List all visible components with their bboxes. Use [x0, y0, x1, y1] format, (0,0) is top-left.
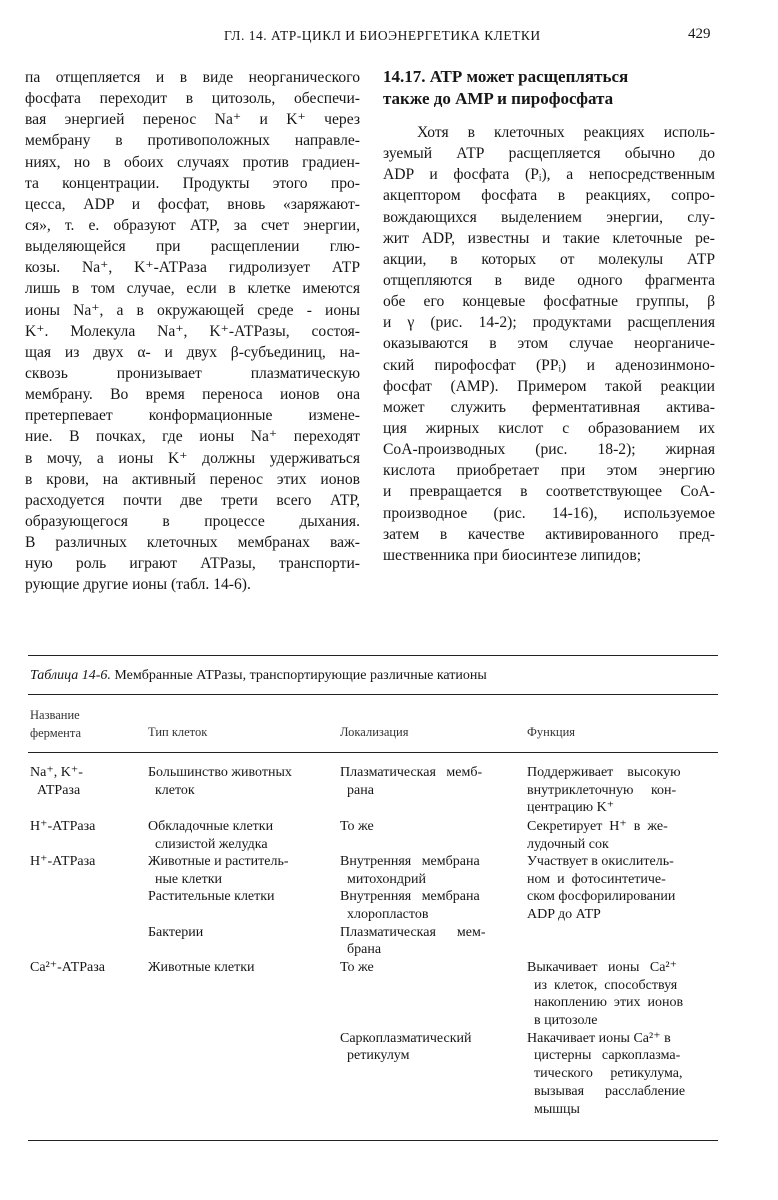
cell-line: Поддерживает высокую — [527, 765, 681, 780]
text-line: вая энергией перенос Na⁺ и K⁺ через — [25, 111, 360, 129]
text-line: В различных клеточных мембранах важ- — [25, 534, 360, 552]
table-bottom-rule — [28, 1140, 718, 1141]
text-line: и γ (рис. 14-2); продуктами расщепления — [383, 314, 715, 332]
table-caption-label: Таблица 14-6. — [30, 668, 111, 683]
table-cell — [148, 818, 273, 853]
cell-line: H⁺-АТРаза — [30, 819, 96, 834]
cell-line: хлоропластов — [340, 907, 429, 923]
table-header-cell — [148, 724, 207, 742]
table-cell — [527, 764, 681, 817]
text-line: зуемый АТР расщепляется обычно до — [383, 145, 715, 163]
text-line: па отщепляется и в виде неорганического — [25, 69, 360, 86]
text-line: ся», т. е. образуют ATP, за счет энергии, — [25, 216, 360, 234]
cell-line: Ca²⁺-АТРаза — [30, 960, 105, 975]
cell-line: Животные клетки — [148, 960, 255, 975]
table-header-rule — [28, 694, 718, 695]
text-line: выделяющейся при расщеплении глю- — [25, 238, 360, 256]
header-line: Название — [30, 708, 80, 722]
cell-line: внутриклеточную кон- — [527, 782, 677, 798]
right-column-text — [383, 122, 715, 566]
cell-line: ском фосфорилировании — [527, 889, 676, 905]
text-line: козы. Na⁺, K⁺-АТРаза гидролизует АТР — [25, 259, 360, 277]
text-line: фосфат (AMP). Примером такой реакции — [383, 377, 715, 395]
header-line: фермента — [30, 725, 82, 740]
cell-line: Участвует в окислитель- — [527, 854, 674, 869]
cell-line: мышцы — [527, 1101, 580, 1117]
running-header: ГЛ. 14. АТР-ЦИКЛ И БИОЭНЕРГЕТИКА КЛЕТКИ — [224, 28, 541, 43]
text-line: мембрану. Во время переноса ионов она — [25, 386, 360, 404]
table-caption — [30, 668, 487, 684]
table-top-rule — [28, 655, 718, 656]
cell-line: из клеток, способствуя — [527, 977, 678, 993]
cell-line: в цитозоле — [527, 1013, 598, 1029]
cell-line: ретикулум — [340, 1048, 410, 1064]
cell-line: клеток — [148, 782, 195, 798]
table-cell — [527, 853, 675, 924]
header-line: Тип клеток — [148, 725, 208, 739]
text-line: ция жирных кислот с образованием их — [383, 419, 715, 437]
text-line: отщепляются в виде одного фрагмента — [383, 271, 715, 289]
cell-line: H⁺-АТРаза — [30, 854, 96, 869]
text-line: образующегося в процессе дыхания. — [25, 512, 360, 530]
header-line: Функция — [527, 725, 576, 739]
text-line: та концентрации. Продукты этого про- — [25, 174, 360, 192]
text-line: фосфата переходит в цитозоль, обеспечи- — [25, 90, 360, 108]
cell-line: накоплению этих ионов — [527, 995, 684, 1011]
text-line: ионы Na⁺, а в окружающей среде - ионы — [25, 301, 360, 319]
page-number: 429 — [688, 26, 711, 42]
cell-line: цистерны саркоплазма- — [527, 1048, 681, 1064]
text-line: оказываются в этом случае неорганиче- — [383, 335, 715, 353]
table-cell — [527, 818, 668, 853]
cell-line: Большинство животных — [148, 765, 292, 780]
cell-line: слизистой желудка — [148, 836, 268, 852]
header-line: Локализация — [340, 725, 409, 739]
cell-line: Внутренняя мембрана — [340, 854, 480, 869]
text-line: может служить ферментативная актива- — [383, 398, 715, 416]
cell-line: Внутренняя мембрана — [340, 889, 480, 905]
table-caption-text: Мембранные АТРазы, транспортирующие различные катионы — [110, 668, 487, 683]
text-line: акцептором фосфата в реакциях, сопро- — [383, 187, 715, 205]
text-line: Хотя в клеточных реакциях исполь- — [417, 124, 715, 141]
text-line: ную роль играют АТРазы, транспорти- — [25, 555, 360, 573]
text-line: рующие другие ионы (табл. 14-6). — [25, 576, 251, 594]
table-header-cell — [30, 707, 81, 742]
cell-line: Выкачивает ионы Ca²⁺ — [527, 960, 678, 975]
table-cell — [148, 764, 292, 799]
cell-line — [148, 906, 289, 924]
cell-line: брана — [340, 942, 382, 958]
cell-line: Плазматическая мем- — [340, 924, 486, 940]
table-header-cell — [527, 724, 575, 742]
cell-line: Плазматическая мемб- — [340, 765, 483, 780]
table-cell — [30, 818, 95, 836]
cell-line: Растительные клетки — [148, 889, 275, 905]
cell-line: ADP до АТР — [527, 907, 601, 923]
cell-line: ные клетки — [148, 871, 223, 887]
table-cell — [340, 764, 482, 799]
text-line: в мочу, а ионы K⁺ должны удерживаться — [25, 449, 360, 467]
text-line: обе его концевые фосфатные группы, β — [383, 293, 715, 311]
text-line: вождающихся выделением энергии, слу- — [383, 208, 715, 226]
table-cell — [30, 959, 105, 977]
text-line: шественника при биосинтезе липидов; — [383, 546, 642, 564]
text-line: ниях, но в обоих случаях против градиен- — [25, 153, 360, 171]
section-heading-line: также до AMP и пирофосфата — [383, 89, 614, 108]
table-header-cell — [340, 724, 409, 742]
cell-line: Na⁺, K⁺- — [30, 765, 83, 780]
cell-line: митохондрий — [340, 871, 427, 887]
cell-line: То же — [340, 960, 374, 975]
text-line: лишь в том случае, если в клетке имеются — [25, 280, 360, 298]
table-body-rule — [28, 752, 718, 753]
cell-line: Секретирует H⁺ в же- — [527, 819, 668, 834]
text-line: ский пирофосфат (PPᵢ) и аденозинмоно- — [383, 356, 715, 374]
table-cell — [527, 959, 685, 1118]
cell-line: центрацию K⁺ — [527, 800, 615, 816]
table-cell — [30, 764, 83, 799]
text-line: производное (рис. 14-16), используемое — [383, 504, 715, 522]
text-line: жит ADP, известны и такие клеточные ре- — [383, 229, 715, 247]
table-cell — [30, 853, 95, 871]
cell-line: Накачивает ионы Ca²⁺ в — [527, 1030, 671, 1046]
text-line: затем в качестве активированного пред- — [383, 525, 715, 543]
section-heading-line: 14.17. АТР может расщепляться — [383, 67, 629, 86]
text-line: ADP и фосфата (Pᵢ), а непосредственным — [383, 166, 715, 184]
cell-line: То же — [340, 819, 374, 834]
cell-line: Бактерии — [148, 924, 204, 940]
text-line: ние. В почках, где ионы Na⁺ переходят — [25, 428, 360, 446]
text-line: кислота приобретает при этом энергию — [383, 462, 715, 480]
text-line: K⁺. Молекула Na⁺, K⁺-АТРазы, состоя- — [25, 322, 360, 340]
text-line: цесса, ADP и фосфат, вновь «заряжают- — [25, 195, 360, 213]
cell-line: АТРаза — [30, 782, 81, 798]
cell-line: Животные и раститель- — [148, 854, 289, 869]
text-line: мембрану в противоположных направле- — [25, 132, 360, 150]
cell-line: рана — [340, 782, 374, 798]
cell-line: Обкладочные клетки — [148, 819, 274, 834]
cell-line: тического ретикулума, — [527, 1066, 683, 1082]
cell-line — [340, 1012, 472, 1030]
text-line: щая из двух α- и двух β-субъединиц, на- — [25, 343, 360, 361]
text-line: в крови, на активный перенос этих ионов — [25, 470, 360, 488]
cell-line — [340, 994, 472, 1012]
table-cell — [148, 959, 255, 977]
table-cell — [148, 853, 289, 941]
cell-line: ном и фотосинтетиче- — [527, 871, 666, 887]
cell-line: вызывая расслабление — [527, 1083, 686, 1099]
text-line: СоА-производных (рис. 18-2); жирная — [383, 441, 715, 459]
left-column-text — [25, 67, 360, 596]
cell-line: Саркоплазматический — [340, 1030, 472, 1046]
text-line: и превращается в соответствующее СоА- — [383, 483, 715, 501]
text-line: расходуется почти две трети всего АТР, — [25, 491, 360, 509]
section-heading — [383, 66, 628, 110]
cell-line — [340, 977, 472, 995]
text-line: претерпевает конформационные измене- — [25, 407, 360, 425]
text-line: сквозь пронизывает плазматическую — [25, 364, 360, 382]
table-cell — [340, 853, 486, 959]
text-line: акции, в которых от молекулы АТР — [383, 250, 715, 268]
table-cell — [340, 818, 374, 836]
table-cell — [340, 959, 472, 1065]
cell-line: лудочный сок — [527, 836, 609, 852]
